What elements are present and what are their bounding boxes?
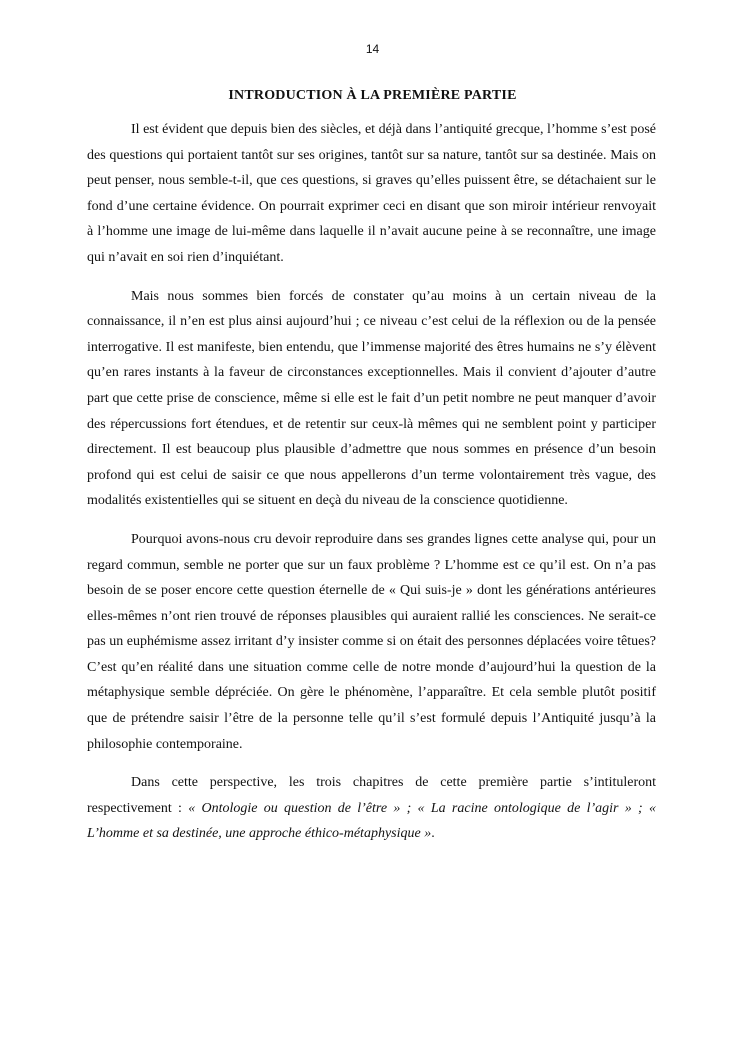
paragraph-2: Mais nous sommes bien forcés de constater qu’au moins à un certain niveau de la connaissance, il n’en est plus ainsi aujourd’hui ; ce niveau c’est celui de la réflexion ou de la pensée interrogative. Il est manifeste, bien entendu, que l’immense majorité des êtres humains ne s’y élèvent qu’en rares instants à la faveur de circonstances exceptionnelles. Mais il convient d’ajouter d’autre part que cette prise de conscience, même si elle est le fait d’un petit nombre ne peut manquer d’avoir des répercussions fort étendues, et de retentir sur ceux-là mêmes qui ne semblent point y participer directement. Il est beaucoup plus plausible d’admettre que nous sommes en présence d’un besoin profond qui est celui de saisir ce que nous appellerons d’un terme volontairement très vague, des modalités existentielles qui se situent en deçà du niveau de la conscience quotidienne.	[87, 288, 656, 509]
page-number: 14	[365, 42, 380, 56]
paragraph-4-end: .	[431, 826, 435, 842]
paragraph-3: Pourquoi avons-nous cru devoir reproduire dans ses grandes lignes cette analyse qui, pour un regard commun, semble ne porter que sur un faux problème ? L’homme est ce qu’il est. On n’a pas besoin de se poser encore cette question éternelle de « Qui suis-je » dont les générations antérieures elles-mêmes n’ont rien trouvé de réponses plausibles qui auraient rallié les consciences. Ne serait-ce pas un euphémisme assez irritant d’y insister comme si on était des personnes déplacées voire têtues? C’est qu’en réalité dans une situation comme celle de notre monde d’aujourd’hui la question de la métaphysique semble dépréciée. On gère le phénomène, l’apparaître. Et cela semble plutôt positif que de prétendre saisir l’être de la personne telle qu’il s’est formulé depuis l’Antiquité jusqu’à la philosophie contemporaine.	[87, 531, 656, 752]
paragraph-4-intro: Dans cette perspective, les trois chapitres de cette première partie s’intituleront respectivement :	[87, 775, 656, 816]
paragraph-4	[87, 770, 656, 847]
paragraph-1: Il est évident que depuis bien des siècles, et déjà dans l’antiquité grecque, l’homme s’est posé des questions qui portaient tantôt sur ses origines, tantôt sur sa nature, tantôt sur sa destinée. Mais on peut penser, nous semble-t-il, que ces questions, si graves qu’elles puissent être, se détachaient sur le fond d’une certaine évidence. On pourrait exprimer ceci en disant que son miroir intérieur renvoyait à l’homme une image de lui-même dans laquelle il n’avait aucune peine à se reconnaître, une image qui n’avait en soi rien d’inquiétant.	[87, 122, 656, 265]
body-text	[87, 117, 656, 847]
chapter-titles: « Ontologie ou question de l’être » ; « La racine ontologique de l’agir » ; « L’homme et sa destinée, une approche éthico-métaphysique »	[87, 800, 656, 842]
section-title: INTRODUCTION À LA PREMIÈRE PARTIE	[228, 88, 517, 103]
